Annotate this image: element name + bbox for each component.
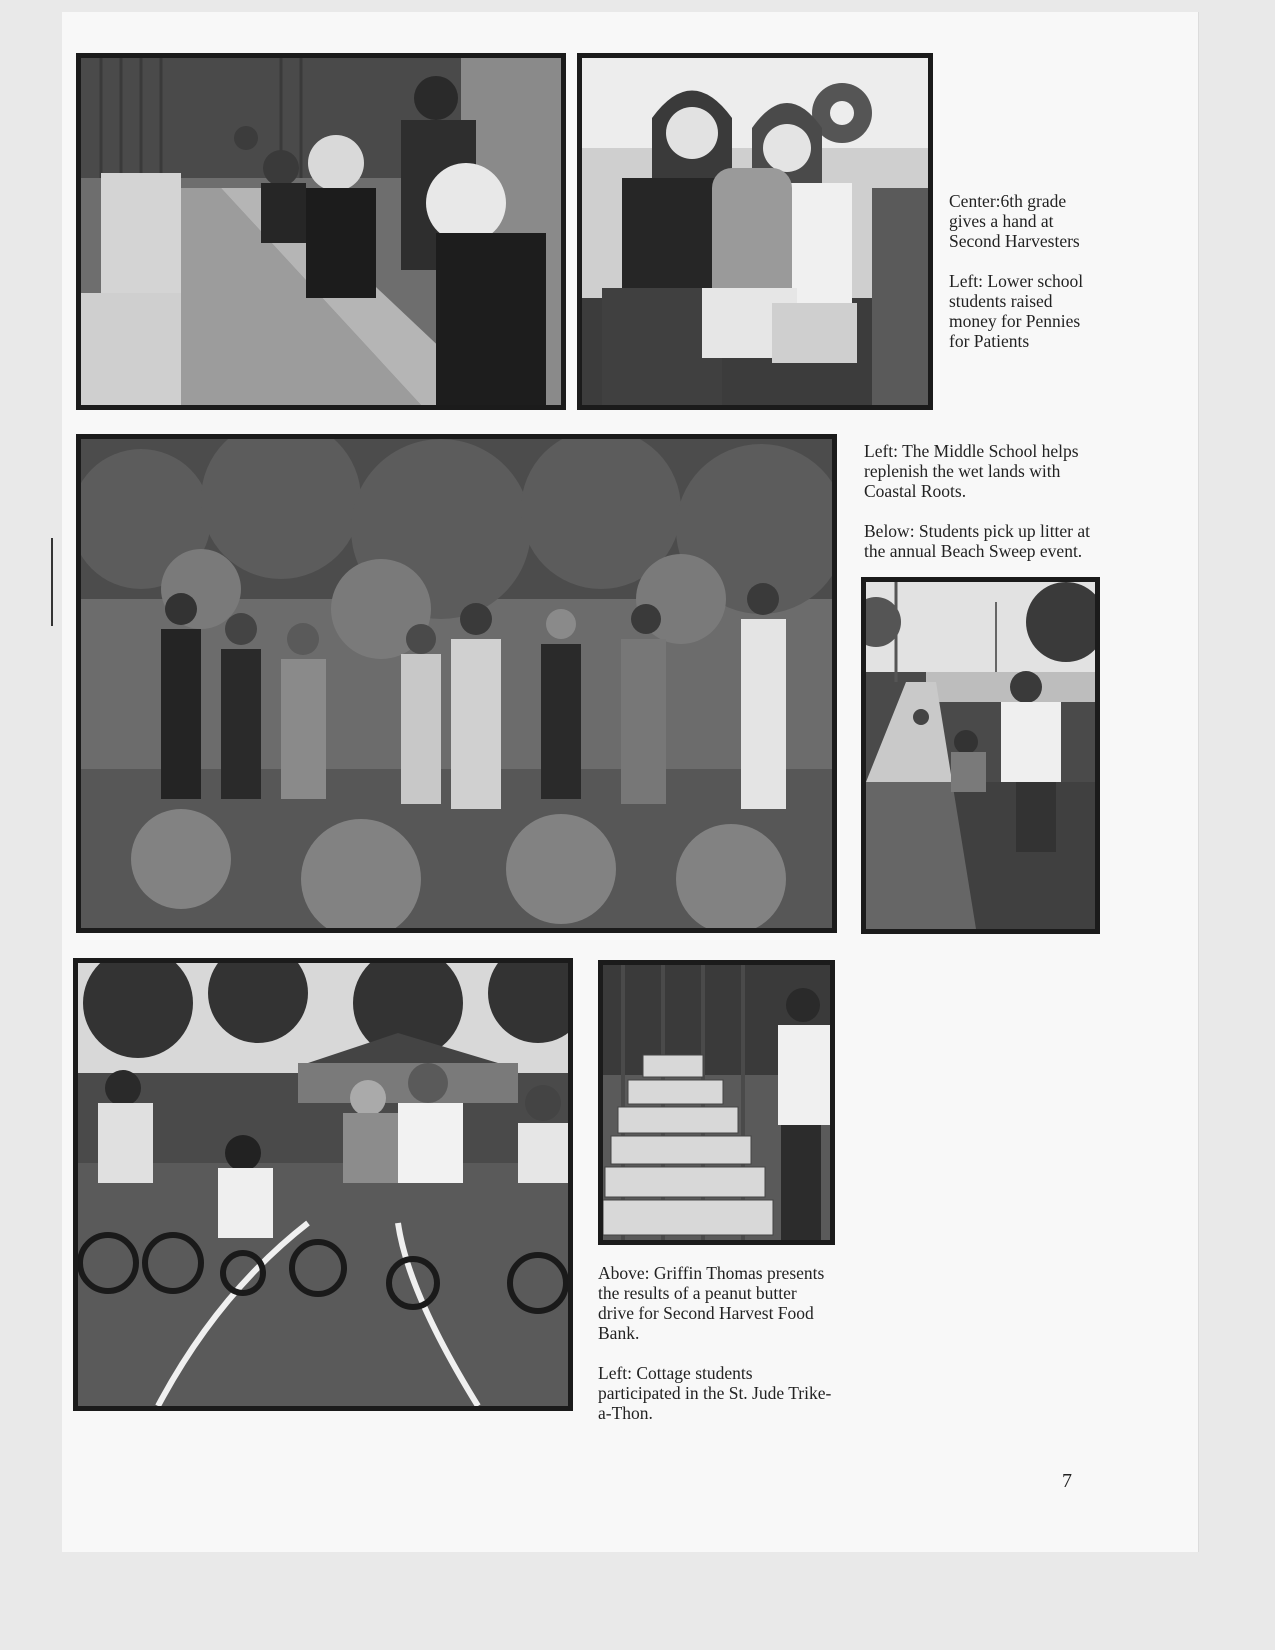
- photo-coastal-roots: [76, 434, 837, 933]
- photo-food-bank-sorting: [76, 53, 566, 410]
- caption-above-peanut-butter: Above: Griffin Thomas presents the results of a peanut butter drive for Second Harvest Food Bank.: [598, 1263, 825, 1343]
- caption-center-second-harvesters: Center:6th grade gives a hand at Second Harvesters: [949, 191, 1080, 251]
- binding-mark: [51, 538, 53, 626]
- caption-left-trike-a-thon: Left: Cottage students participated in the St. Jude Trike-a-Thon.: [598, 1363, 832, 1423]
- caption-below-beach-sweep: Below: Students pick up litter at the annual Beach Sweep event.: [864, 521, 1091, 561]
- caption-left-coastal-roots: Left: The Middle School helps replenish the wet lands with Coastal Roots.: [864, 441, 1079, 501]
- page-number: 7: [1062, 1470, 1072, 1492]
- photo-beach-sweep: [861, 577, 1100, 934]
- photo-trike-a-thon: [73, 958, 573, 1411]
- caption-left-pennies: Left: Lower school students raised money for Pennies for Patients: [949, 271, 1084, 351]
- caption-top-right: [949, 191, 1099, 371]
- photo-pennies-for-patients: [577, 53, 933, 410]
- caption-middle-right: [864, 441, 1104, 581]
- photo-peanut-butter-drive: [598, 960, 835, 1245]
- caption-bottom-right: [598, 1263, 833, 1443]
